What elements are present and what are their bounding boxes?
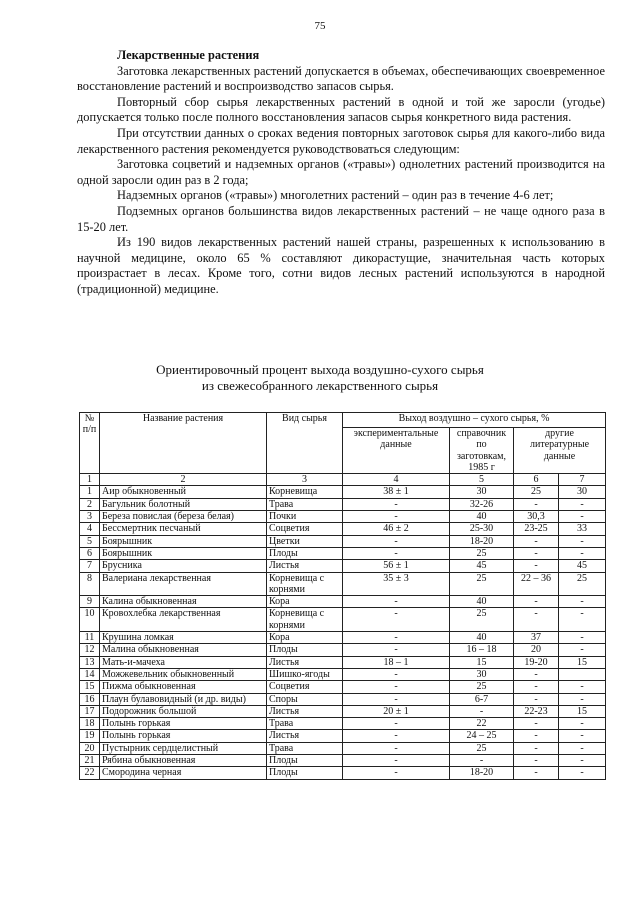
table-cell: -	[343, 644, 450, 656]
table-cell: 5	[80, 535, 100, 547]
table-cell: Плоды	[267, 547, 343, 559]
table-cell: 22	[450, 718, 514, 730]
table-cell: Валериана лекарственная	[100, 572, 267, 596]
table-cell: -	[343, 755, 450, 767]
table-cell: Боярышник	[100, 535, 267, 547]
table-cell: Плоды	[267, 644, 343, 656]
table-cell: 12	[80, 644, 100, 656]
table-row	[80, 608, 606, 632]
table-cell: 16 – 18	[450, 644, 514, 656]
table-cell: 10	[80, 608, 100, 632]
table-cell: -	[559, 511, 606, 523]
table-cell: 25	[450, 681, 514, 693]
table-row	[80, 668, 606, 680]
table-row	[80, 511, 606, 523]
table-cell: 23-25	[514, 523, 559, 535]
table-cell: -	[343, 742, 450, 754]
paragraph: Заготовка лекарственных растений допускается в объемах, обеспечивающих своевременное восстановление растений и воспроизводство запасов сырья.	[77, 63, 605, 94]
table-cell: Подорожник большой	[100, 705, 267, 717]
table-cell: Корневища с корнями	[267, 572, 343, 596]
table-cell: -	[514, 730, 559, 742]
header-experimental: экспериментальные данные	[343, 428, 450, 474]
table-cell: Пустырник сердцелистный	[100, 742, 267, 754]
table-cell: -	[514, 681, 559, 693]
table-cell: -	[343, 535, 450, 547]
header-yield: Выход воздушно – сухого сырья, %	[343, 413, 606, 428]
table-cell: 3	[80, 511, 100, 523]
table-cell: 40	[450, 511, 514, 523]
table-cell: -	[514, 755, 559, 767]
table-cell: Кора	[267, 632, 343, 644]
paragraph: Надземных органов («травы») многолетних растений – один раз в течение 4-6 лет;	[117, 188, 554, 203]
table-cell: 40	[450, 632, 514, 644]
table-cell: Пижма обыкновенная	[100, 681, 267, 693]
table-cell: -	[343, 547, 450, 559]
table-cell: -	[514, 535, 559, 547]
table-cell: -	[559, 693, 606, 705]
table-cell: -	[343, 767, 450, 779]
paragraph: Из 190 видов лекарственных растений нашей страны, разрешенных к использованию в научной медицине, около 65 % составляют дикорастущие, значительная часть которых произрастает в лесах. Кроме того, сотни видов лесных растений используются в народной (традиционной) медицине.	[77, 235, 605, 296]
column-number: 1	[80, 474, 100, 486]
column-number: 4	[343, 474, 450, 486]
table-cell: Трава	[267, 718, 343, 730]
yield-table	[79, 412, 606, 780]
table-cell: 2	[80, 498, 100, 510]
body-text	[77, 48, 605, 298]
paragraph: Подземных органов большинства видов лекарственных растений – не чаще одного раза в 15-20 лет.	[77, 203, 605, 234]
table-cell: -	[514, 596, 559, 608]
table-cell: Листья	[267, 730, 343, 742]
table-cell: Брусника	[100, 560, 267, 572]
table-cell: -	[514, 742, 559, 754]
table-cell: 15	[450, 656, 514, 668]
table-cell: -	[559, 730, 606, 742]
table-cell: 7	[80, 560, 100, 572]
table-row	[80, 535, 606, 547]
table-cell: 46 ± 2	[343, 523, 450, 535]
table-cell: 25	[559, 572, 606, 596]
table-cell: Корневища с корнями	[267, 608, 343, 632]
table-cell: Бессмертник песчаный	[100, 523, 267, 535]
table-caption-line: Ориентировочный процент выхода воздушно-сухого сырья	[156, 362, 484, 377]
paragraph: При отсутствии данных о сроках ведения повторных заготовок сырья для какого-либо вида лекарственного растения рекомендуется руководствоваться следующим:	[77, 125, 605, 156]
table-cell: 21	[80, 755, 100, 767]
table-cell: 18-20	[450, 767, 514, 779]
table-cell: -	[559, 644, 606, 656]
table-cell: -	[343, 730, 450, 742]
table-cell: Кровохлебка лекарственная	[100, 608, 267, 632]
table-cell: 18	[80, 718, 100, 730]
table-cell: Крушина ломкая	[100, 632, 267, 644]
table-cell: -	[559, 535, 606, 547]
table-cell: Соцветия	[267, 523, 343, 535]
header-name: Название растения	[100, 413, 267, 474]
table-cell: Береза повислая (береза белая)	[100, 511, 267, 523]
table-cell: -	[343, 681, 450, 693]
table-cell: -	[559, 596, 606, 608]
table-cell: Плоды	[267, 767, 343, 779]
table-cell: 15	[559, 705, 606, 717]
table-cell: Можжевельник обыкновенный	[100, 668, 267, 680]
table-cell	[559, 668, 606, 680]
table-cell: -	[559, 718, 606, 730]
header-type: Вид сырья	[267, 413, 343, 474]
table-row	[80, 755, 606, 767]
table-cell: Плаун булавовидный (и др. виды)	[100, 693, 267, 705]
table-cell: 18-20	[450, 535, 514, 547]
section-heading: Лекарственные растения	[117, 48, 260, 62]
table-cell: -	[514, 547, 559, 559]
table-cell: Полынь горькая	[100, 730, 267, 742]
table-cell: -	[559, 547, 606, 559]
table-row	[80, 572, 606, 596]
table-cell: 45	[559, 560, 606, 572]
table-cell: 17	[80, 705, 100, 717]
table-cell: -	[343, 718, 450, 730]
table-cell: -	[559, 681, 606, 693]
table-cell: 40	[450, 596, 514, 608]
table-cell: 25	[450, 608, 514, 632]
paragraph: Повторный сбор сырья лекарственных растений в одной и той же заросли (угодье) допускается только после полного восстановления запасов сырья конкретного вида растения.	[77, 94, 605, 125]
table-cell: Шишко-ягоды	[267, 668, 343, 680]
table-cell: 30	[450, 668, 514, 680]
table-cell: -	[559, 498, 606, 510]
table-cell: 1	[80, 486, 100, 498]
table-row	[80, 644, 606, 656]
table-cell: 30	[559, 486, 606, 498]
table-cell: -	[514, 767, 559, 779]
table-cell: Споры	[267, 693, 343, 705]
column-number: 7	[559, 474, 606, 486]
column-number-row	[80, 474, 606, 486]
table-cell: 11	[80, 632, 100, 644]
page-number: 75	[314, 20, 326, 32]
table-cell: Кора	[267, 596, 343, 608]
table-cell: 30,3	[514, 511, 559, 523]
paragraph: Заготовка соцветий и надземных органов («травы») однолетних растений производится на одной заросли один раз в 2 года;	[77, 157, 605, 187]
table-cell: 6-7	[450, 693, 514, 705]
table-cell: 22 – 36	[514, 572, 559, 596]
table-caption-line: из свежесобранного лекарственного сырья	[201, 378, 439, 393]
table-row	[80, 547, 606, 559]
table-cell: 19-20	[514, 656, 559, 668]
table-cell: 14	[80, 668, 100, 680]
table-cell: 15	[80, 681, 100, 693]
table-cell: -	[514, 718, 559, 730]
table-cell: 45	[450, 560, 514, 572]
table-cell: Листья	[267, 656, 343, 668]
table-cell: 38 ± 1	[343, 486, 450, 498]
header-other: другие литературные данные	[514, 428, 606, 474]
table-cell: Малина обыкновенная	[100, 644, 267, 656]
table-cell: 24 – 25	[450, 730, 514, 742]
table-cell: 13	[80, 656, 100, 668]
column-number: 3	[267, 474, 343, 486]
table-cell: Корневища	[267, 486, 343, 498]
table-cell: 22	[80, 767, 100, 779]
table-cell: 4	[80, 523, 100, 535]
table-row	[80, 632, 606, 644]
table-cell: Мать-и-мачеха	[100, 656, 267, 668]
table-cell: 25	[450, 547, 514, 559]
table-cell: 16	[80, 693, 100, 705]
table-cell: 20 ± 1	[343, 705, 450, 717]
table-cell: -	[514, 560, 559, 572]
table-row	[80, 681, 606, 693]
table-cell: Багульник болотный	[100, 498, 267, 510]
table-cell: 56 ± 1	[343, 560, 450, 572]
table-cell: -	[343, 608, 450, 632]
table-row	[80, 523, 606, 535]
table-cell: -	[559, 755, 606, 767]
table-row	[80, 486, 606, 498]
table-cell: -	[559, 742, 606, 754]
table-cell: -	[450, 755, 514, 767]
table-row	[80, 705, 606, 717]
table-row	[80, 742, 606, 754]
table-cell: 25	[450, 572, 514, 596]
table-cell: -	[514, 693, 559, 705]
table-cell: Калина обыкновенная	[100, 596, 267, 608]
header-row	[80, 413, 606, 428]
table-cell: 8	[80, 572, 100, 596]
table-cell: 20	[80, 742, 100, 754]
table-cell: Почки	[267, 511, 343, 523]
table-cell: -	[343, 668, 450, 680]
table-cell: 15	[559, 656, 606, 668]
table-cell: -	[343, 511, 450, 523]
table-cell: 33	[559, 523, 606, 535]
table-cell: 6	[80, 547, 100, 559]
header-reference: справочник по заготовкам, 1985 г	[450, 428, 514, 474]
table-cell: Смородина черная	[100, 767, 267, 779]
table-cell: 25-30	[450, 523, 514, 535]
table-cell: Трава	[267, 498, 343, 510]
table-cell: Листья	[267, 705, 343, 717]
table-cell: 25	[450, 742, 514, 754]
table-cell: -	[450, 705, 514, 717]
table-cell: 35 ± 3	[343, 572, 450, 596]
table-cell: -	[514, 668, 559, 680]
table-cell: -	[343, 596, 450, 608]
table-row	[80, 718, 606, 730]
table-cell: Соцветия	[267, 681, 343, 693]
table-cell: 32-26	[450, 498, 514, 510]
table-cell: 25	[514, 486, 559, 498]
table-row	[80, 498, 606, 510]
table-cell: 9	[80, 596, 100, 608]
table-row	[80, 693, 606, 705]
table-cell: -	[559, 608, 606, 632]
table-cell: -	[559, 632, 606, 644]
table-cell: -	[343, 693, 450, 705]
table-cell: 18 – 1	[343, 656, 450, 668]
table-cell: -	[343, 498, 450, 510]
column-number: 6	[514, 474, 559, 486]
table-cell: Полынь горькая	[100, 718, 267, 730]
table-cell: 30	[450, 486, 514, 498]
table-row	[80, 656, 606, 668]
table-cell: Цветки	[267, 535, 343, 547]
column-number: 5	[450, 474, 514, 486]
table-row	[80, 560, 606, 572]
table-cell: 20	[514, 644, 559, 656]
table-row	[80, 767, 606, 779]
table-cell: Трава	[267, 742, 343, 754]
table-cell: Аир обыкновенный	[100, 486, 267, 498]
table-row	[80, 596, 606, 608]
column-number: 2	[100, 474, 267, 486]
table-cell: 37	[514, 632, 559, 644]
table-cell: 22-23	[514, 705, 559, 717]
table-cell: -	[514, 498, 559, 510]
table-caption	[0, 362, 640, 394]
table-cell: Плоды	[267, 755, 343, 767]
table-cell: -	[343, 632, 450, 644]
table-cell: Рябина обыкновенная	[100, 755, 267, 767]
table-cell: -	[514, 608, 559, 632]
table-cell: Листья	[267, 560, 343, 572]
header-num: № п/п	[80, 413, 100, 474]
table-cell: -	[559, 767, 606, 779]
table-cell: 19	[80, 730, 100, 742]
table-cell: Боярышник	[100, 547, 267, 559]
table-row	[80, 730, 606, 742]
